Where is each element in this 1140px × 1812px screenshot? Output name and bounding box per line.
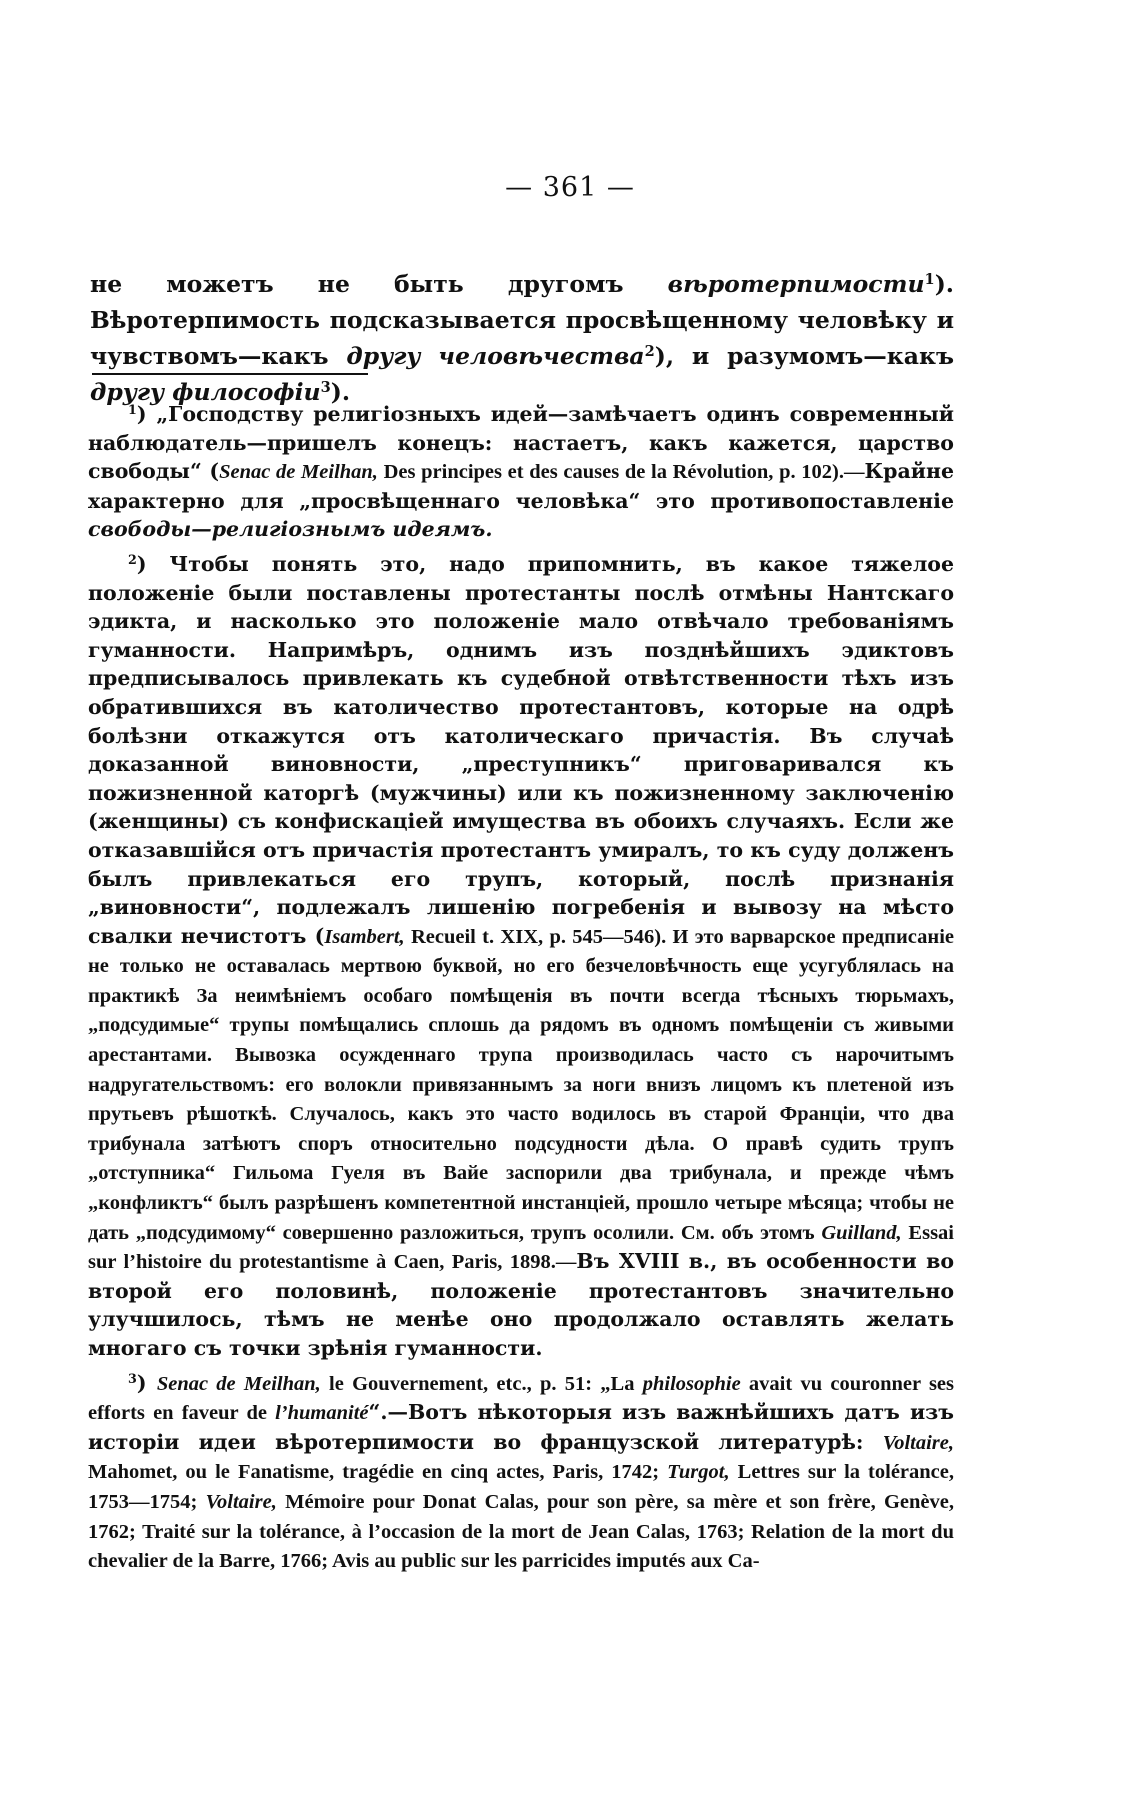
citation-text: Lettres sur la tolérance, 1753—1754; <box>88 1461 954 1513</box>
footnote-text: ) Чтобы понять это, надо припомнить, въ какое тяжелое положеніе были поставлены протестанты послѣ отмѣны Нантскаго эдикта, и насколько это положеніе мало отвѣчало требованіямъ гуманности. Напримѣръ, однимъ изъ позднѣйшихъ эдиктовъ предписывалось привлекать къ судебной отвѣтственности тѣхъ изъ обратившихся въ католичество протестантовъ, которые на одрѣ болѣзни откажутся отъ католическаго причастія. Въ случаѣ доказанной виновности, „преступникъ“ приговаривался къ пожизненной каторгѣ (мужчины) или къ пожизненному заключенію (женщины) съ конфискаціей имущества въ обоихъ случаяхъ. Если же отказавшійся отъ причастія протестантъ умиралъ, то къ суду долженъ былъ привлекаться его трупъ, который, послѣ признанія „виновности“, подлежалъ лишенію погребенія и вывозу на мѣсто свалки нечистотъ ( <box>88 551 954 948</box>
footnote-text: ) <box>136 1370 157 1395</box>
page-number: — 361 — <box>505 172 635 203</box>
footnote-separator <box>92 373 368 375</box>
main-text-segment: ), и разумомъ—какъ <box>654 341 954 370</box>
footnote-2 <box>88 550 954 1363</box>
footnotes <box>88 400 954 1582</box>
author-name: Senac de Meilhan, <box>219 461 378 484</box>
emphasis-text: другу человѣчества <box>346 341 645 370</box>
main-paragraph <box>90 266 954 410</box>
footnote-3 <box>88 1369 954 1576</box>
citation-text: Recueil t. XIX, p. 545—546). И это варварское предписаніе не только не оставалась мертвою буквой, но его безчеловѣчность еще усугублялась на практикѣ За неимѣніемъ особаго помѣщенія въ почти всегда тѣсныхъ тюрьмахъ, „подсудимые“ трупы помѣщались сплошь да рядомъ въ одномъ помѣщеніи съ живыми арестантами. Вывозка осужденнаго трупа производилась часто съ нарочитымъ надругательствомъ: его волокли привязаннымъ за ноги внизъ лицомъ къ плетеной изъ прутьевъ рѣшоткѣ. Случалось, какъ это часто водилось въ старой Франціи, что два трибунала затѣютъ споръ относительно подсудности дѣла. О правѣ судить трупъ „отступника“ Гильома Гуеля въ Вайе заспорили два трибунала, и прежде чѣмъ „конфликтъ“ былъ разрѣшенъ компетентной инстанціей, прошло четыре мѣсяца; чтобы не дать „подсудимому“ совершенно разложиться, трупъ осолили. См. объ этомъ <box>88 925 954 1244</box>
footnote-marker: 2 <box>644 342 655 360</box>
footnote-text: Въ XVIII в., въ особенности во второй его половинѣ, положеніе протестантовъ значительно улучшилось, тѣмъ не менѣе оно продолжало оставлять желать многаго съ точки зрѣнія гуманности. <box>88 1249 954 1360</box>
footnote-number: 1 <box>128 402 137 418</box>
citation-text: Essai sur l’histoire du protestantisme à Caen, Paris, 1898.— <box>88 1221 954 1274</box>
author-name: Voltaire, <box>882 1431 954 1454</box>
footnote-marker: 3 <box>320 378 331 396</box>
main-text-segment: ). <box>330 377 351 406</box>
citation-text: Des principes et des causes de la Révolution, p. 102).— <box>377 461 865 484</box>
citation-text: Mahomet, ou le Fanatisme, tragédie en cinq actes, Paris, 1742; <box>88 1461 668 1484</box>
citation-text: Mémoire pour Donat Calas, pour son père, sa mère et son frère, Genève, 1762; Traité sur la tolérance, à l’occasion de la mort de Jean Calas, 1763; Relation de la mort du chevalier de la Barre, 1766; Avis au public sur les parricides imputés aux Ca- <box>88 1490 954 1573</box>
footnote-text: Крайне характерно для „просвѣщеннаго человѣка“ это противопоставленіе <box>88 459 954 513</box>
author-name: Isambert, <box>324 925 405 948</box>
citation-text: le Gouvernement, etc., p. 51: „La <box>320 1372 643 1395</box>
emphasis-text: вѣротерпимости <box>667 269 925 298</box>
citation-text: avait vu couronner ses efforts en faveur de <box>88 1372 955 1425</box>
main-text-segment: не можетъ не быть другомъ <box>90 269 668 298</box>
emphasis-text: philosophie <box>642 1372 741 1395</box>
footnote-number: 3 <box>128 1370 137 1386</box>
author-name: Turgot, <box>667 1461 730 1484</box>
emphasis-text: свободы—религіознымъ идеямъ. <box>88 517 493 542</box>
footnote-number: 2 <box>128 551 137 567</box>
footnote-text: “.—Вотъ нѣкоторыя изъ важнѣйшихъ датъ изъ исторіи идеи вѣротерпимости во французской литературѣ: <box>88 1400 954 1454</box>
main-text-segment: ). Вѣротерпимость подсказывается просвѣщенному человѣку и чувствомъ—какъ <box>90 269 954 370</box>
footnote-text: ) „Господству религіозныхъ идей—замѣчаетъ одинъ современный наблюдатель—пришелъ конецъ: настаетъ, какъ кажется, царство свободы“ ( <box>88 402 954 484</box>
emphasis-text: l’humanité <box>275 1402 369 1425</box>
author-name: Guilland, <box>821 1221 902 1244</box>
emphasis-text: другу философіи <box>90 377 321 406</box>
footnote-marker: 1 <box>924 270 935 288</box>
author-name: Senac de Meilhan, <box>156 1372 321 1395</box>
author-name: Voltaire, <box>205 1490 277 1513</box>
footnote-1 <box>88 400 954 544</box>
